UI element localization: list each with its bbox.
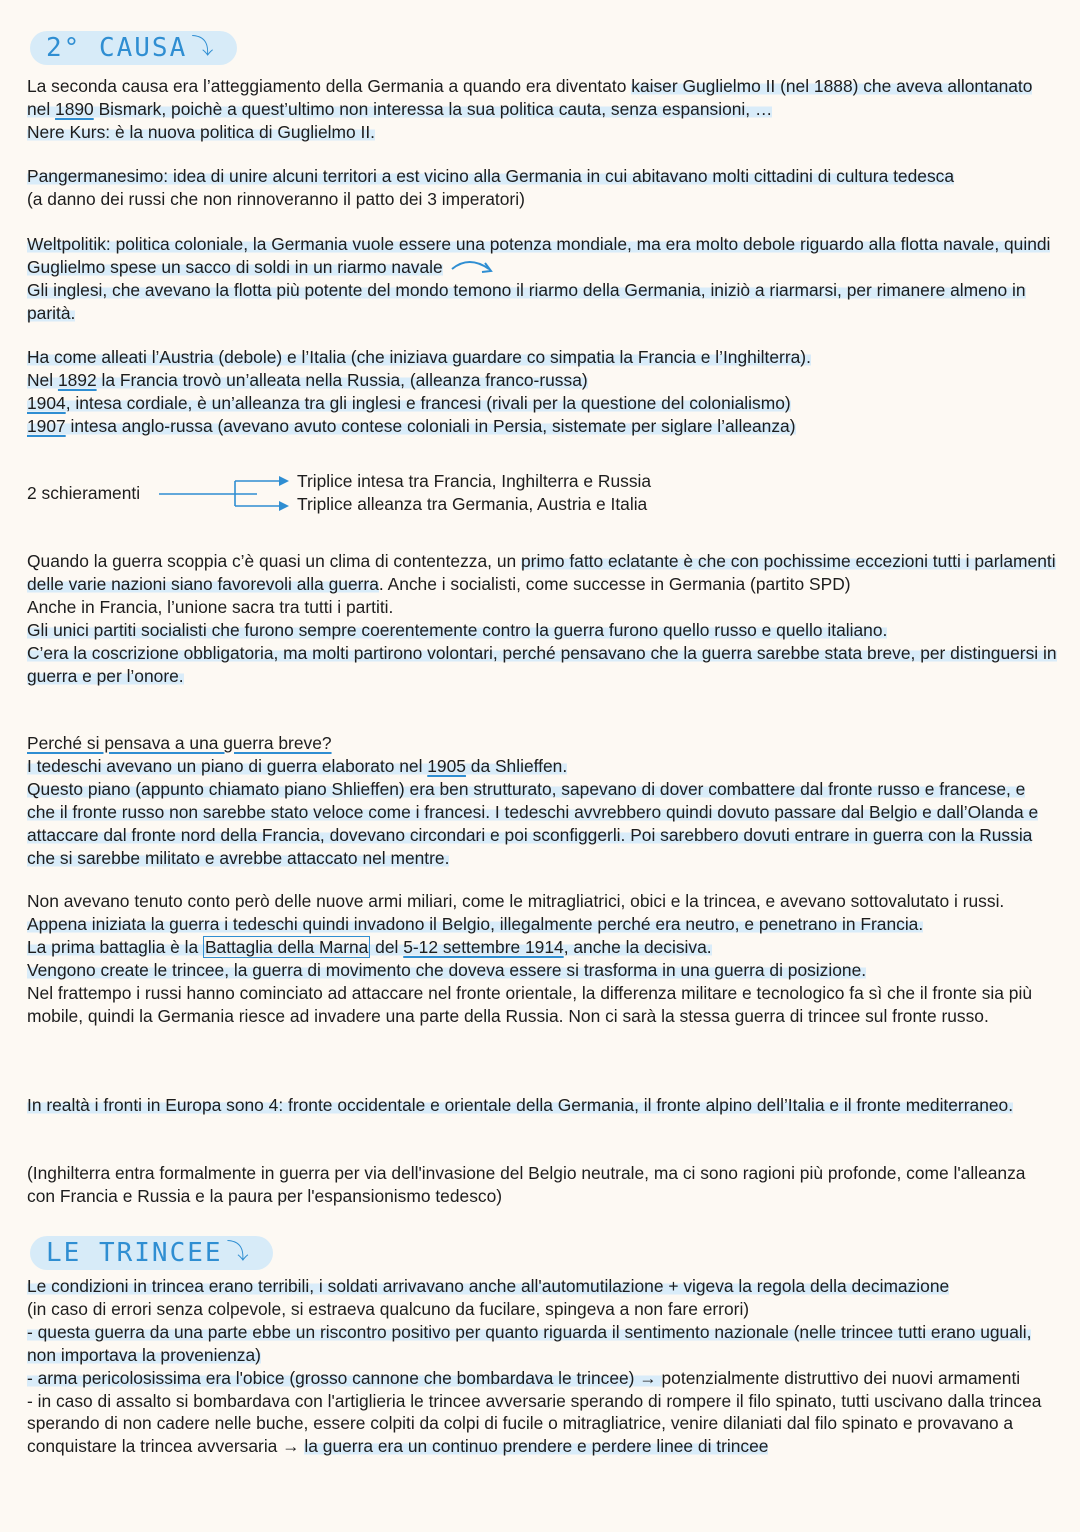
text-line (27, 936, 1057, 959)
highlight-text: - arma pericolosissima era l'obice (grosso cannone che bombardava le trincee) → (27, 1367, 662, 1388)
highlight-text: Weltpolitik: politica coloniale, la Germania vuole essere una potenza mondiale, ma era molto debole riguardo alla flotta navale, quindi Guglielmo spese un sacco di soldi in un riarmo navale (27, 234, 1051, 277)
schieramento-item: Triplice alleanza tra Germania, Austria e Italia (297, 494, 648, 514)
underlined-date: 1904 (27, 392, 66, 413)
paragraph-pangermanesimo (27, 165, 1057, 211)
arrow-down-right-icon: ⤵ (191, 34, 216, 60)
paragraph-piano-shlieffen (27, 732, 1057, 869)
text-line (27, 346, 1057, 369)
highlight-text: la guerra era un continuo prendere e perdere linee di trincee (304, 1436, 769, 1457)
section-heading-cause (30, 31, 237, 65)
curved-arrow-icon (443, 257, 499, 277)
paragraph-weltpolitik (27, 233, 1057, 325)
heading-label: 2° CAUSA (46, 32, 188, 63)
highlight-text: Bismark, poichè a quest’ultimo non interessa la sua politica cauta, senza espansioni, … (93, 98, 773, 119)
underlined-date: 1890 (55, 98, 94, 119)
highlight-text: Ha come alleati l’Austria (debole) e l’Italia (che iniziava guardare co simpatia la Francia e l’Inghilterra). (27, 347, 811, 367)
highlight-text: (nel 1888) che aveva allontanato nel (27, 76, 1033, 119)
schieramenti-label: 2 schieramenti (27, 483, 141, 503)
highlight-text: C’era la coscrizione obbligatoria, ma molti partirono volontari, perché pensavano che la guerra sarebbe stata breve, per distinguersi in guerra e per l’onore. (27, 642, 1057, 686)
highlight-text: - questa guerra da una parte ebbe un riscontro positivo per quanto riguarda il sentimento nazionale (nelle trincee tutti erano uguali, non importava la provenienza) (27, 1321, 1032, 1365)
text-line (27, 1275, 1057, 1298)
paragraph-trincee (27, 1275, 1057, 1458)
text-line (27, 778, 1057, 870)
paragraph-marna (27, 890, 1057, 1027)
highlight-text: del (370, 936, 404, 957)
text-span: Nel frattempo i russi hanno cominciato ad attaccare nel fronte orientale, la differenza militare e tecnologico fa sì che il fronte sia più mobile, quindi la Germania riesce ad invadere una parte della Russia. Non ci sarà la stessa guerra di trincee sul fronte russo. (27, 982, 1033, 1026)
schieramento-item: Triplice intesa tra Francia, Inghilterra e Russia (297, 471, 652, 491)
underlined-date: 1907 (27, 415, 66, 436)
highlight-text: I tedeschi avevano un piano di guerra elaborato nel (27, 755, 428, 776)
text-span: Quando la guerra scoppia c’è quasi un clima di contentezza, un (27, 551, 522, 571)
paragraph-fronti (27, 1094, 1057, 1117)
paragraph-kaiser (27, 75, 1057, 144)
text-line (27, 732, 1057, 755)
text-span: (a danno dei russi che non rinnoveranno il patto dei 3 imperatori) (27, 188, 525, 209)
text-line (27, 1094, 1057, 1117)
text-span: Anche in Francia, l’unione sacra tra tutti i partiti. (27, 596, 394, 617)
highlight-text: Gli unici partiti socialisti che furono sempre coerentemente contro la guerra furono quello russo e quello italiano. (27, 619, 888, 640)
text-line (27, 1162, 1057, 1208)
text-line (27, 642, 1057, 688)
text-line (27, 755, 1057, 778)
text-line (27, 369, 1057, 392)
text-line (27, 1390, 1057, 1459)
text-line (27, 550, 1057, 596)
text-line (27, 279, 1057, 325)
highlight-text: Pangermanesimo: idea di unire alcuni territori a est vicino alla Germania in cui abitavano molti cittadini di cultura tedesca (27, 166, 955, 186)
highlight-text: , intesa cordiale, è un’alleanza tra gli inglesi e francesi (rivali per la questione del colonialismo) (65, 392, 791, 413)
branch-arrow-icon (157, 470, 297, 520)
highlight-text: primo fatto eclatante è che con pochissime eccezioni tutti i parlamenti delle varie nazioni siano favorevoli alla guerra (27, 551, 1056, 594)
paragraph-alleanze (27, 346, 1057, 438)
text-line (27, 233, 1057, 279)
underlined-question: Perché si pensava a una guerra breve? (27, 733, 332, 753)
highlight-text: la Francia trovò un’alleata nella Russia, (alleanza franco-russa) (96, 369, 588, 390)
text-line (27, 596, 1057, 619)
text-line (27, 165, 1057, 188)
text-span: - in caso di assalto si bombardava con l'artiglieria le trincee avversarie sperando di rompere il filo spinato, tutti uscivano dalla trincea sperando di non cadere nelle buche, essere colpiti da colpi di fucile o mitragliatrice, venire dilaniati dal filo spinato e provavano a conquistare la trincea avversaria → (27, 1390, 1042, 1457)
highlight-text: Appena iniziata la guerra i tedeschi quindi invadono il Belgio, illegalmente perché era neutro, e penetrano in Francia. (27, 913, 924, 934)
highlight-text: Nere Kurs: è la nuova politica di Guglielmo II. (27, 121, 375, 142)
text-line (27, 890, 1057, 913)
text-span: . Anche i socialisti, come successe in Germania (partito SPD) (378, 573, 851, 594)
text-span: Non avevano tenuto conto però delle nuove armi miliari, come le mitragliatrici, obici e la trincea, e avevano sottovalutato i russi. (27, 891, 1005, 911)
underlined-date: 1905 (427, 755, 466, 776)
highlight-text: In realtà i fronti in Europa sono 4: fronte occidentale e orientale della Germania, il fronte alpino dell’Italia e il fronte mediterraneo. (27, 1095, 1014, 1115)
text-line (27, 415, 1057, 438)
highlight-text: Le condizioni in trincea erano terribili, i soldati arrivavano anche all'automutilazione + vigeva la regola della decimazione (27, 1276, 950, 1296)
highlight-text: Nel (27, 369, 58, 390)
schieramenti-diagram (27, 470, 787, 520)
heading-label: LE TRINCEE (46, 1237, 223, 1268)
highlight-text: kaiser Guglielmo II (631, 76, 776, 96)
text-line (27, 188, 1057, 211)
text-line (27, 392, 1057, 415)
underlined-date: 1892 (57, 369, 97, 390)
highlight-text: da Shlieffen. (465, 755, 568, 776)
text-line (27, 1367, 1057, 1390)
section-heading-trincee (30, 1236, 273, 1270)
text-line (27, 959, 1057, 982)
text-line (27, 75, 1057, 121)
highlight-text: Vengono create le trincee, la guerra di movimento che doveva essere si trasforma in una guerra di posizione. (27, 959, 867, 980)
text-line (27, 1298, 1057, 1321)
boxed-battle-name: Battaglia della Marna (204, 936, 369, 957)
text-span: (Inghilterra entra formalmente in guerra per via dell'invasione del Belgio neutrale, ma ci sono ragioni più profonde, come l'alleanza con Francia e Russia e la paura per l'espansionismo tedesco) (27, 1163, 1026, 1206)
text-span: potenzialmente distruttivo dei nuovi armamenti (661, 1367, 1021, 1388)
highlight-text: La prima battaglia è la (27, 936, 203, 957)
highlight-text: , anche la decisiva. (563, 936, 712, 957)
text-line (27, 982, 1057, 1028)
text-line (27, 1321, 1057, 1367)
text-line (27, 913, 1057, 936)
paragraph-inghilterra (27, 1162, 1057, 1208)
text-line (27, 619, 1057, 642)
text-line (27, 121, 1057, 144)
underlined-date: 5-12 settembre 1914 (403, 936, 564, 957)
paragraph-clima-guerra (27, 550, 1057, 687)
text-span: La seconda causa era l’atteggiamento della Germania a quando era diventato (27, 76, 632, 96)
text-span: (in caso di errori senza colpevole, si estraeva qualcuno da fucilare, spingeva a non fare errori) (27, 1298, 750, 1319)
arrow-down-right-icon: ⤵ (226, 1239, 251, 1265)
highlight-text: Questo piano (appunto chiamato piano Shlieffen) era ben strutturato, sapevano di dover combattere dal fronte russo e francese, e che il fronte russo non sarebbe stato veloce come i francesi. I tedeschi avvrebbero quindi dovuto passare dal Belgio e dall’Olanda e attaccare dal fronte nord della Francia, dovevano circondari e poi sconfiggerli. Poi sarebbero dovuti entrare in guerra con la Russia che si sarebbe militato e avrebbe attaccato nel mentre. (27, 778, 1039, 868)
highlight-text: Gli inglesi, che avevano la flotta più potente del mondo temono il riarmo della Germania, iniziò a riarmarsi, per rimanere almeno in parità. (27, 280, 1026, 324)
highlight-text: intesa anglo-russa (avevano avuto contese coloniali in Persia, sistemate per siglare l’alleanza) (65, 415, 796, 436)
